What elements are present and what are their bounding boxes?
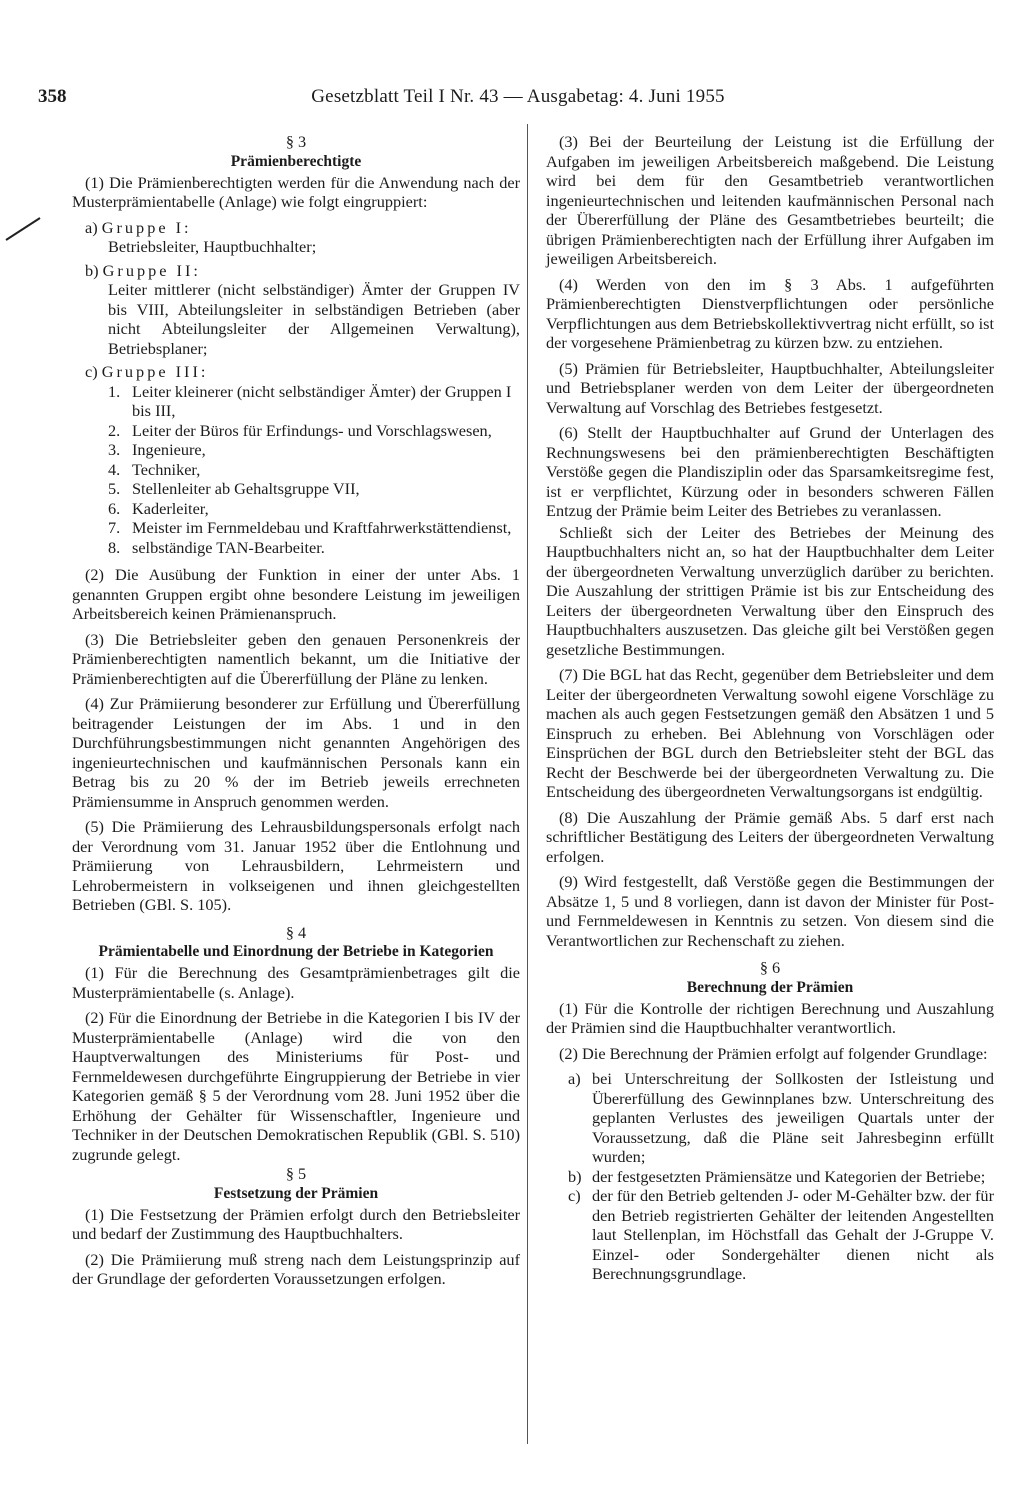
list-item: a) bei Unterschreitung der Sollkosten der Istleistung und Übererfüllung des Gewinnplanes bzw. Unterschreitung des geplanten Verlustes des jeweiligen Quartals unter der Voraussetzung, daß die Pläne seit Jahresbeginn erfüllt wurden; (568, 1069, 994, 1166)
margin-pen-mark (4, 212, 48, 242)
section-6-title: Berechnung der Prämien (686, 978, 854, 996)
s3-paragraph-1: (1) Die Prämienberechtigten werden für die Anwendung nach der Musterprämientabelle (Anlage) wie folgt eingruppiert: (72, 172, 520, 211)
column-divider (527, 124, 528, 1444)
list-item: 8. selbständige TAN-Bearbeiter. (108, 537, 325, 557)
section-5-title: Festsetzung der Prämien (213, 1184, 379, 1202)
list-item: 6. Kaderleiter, (108, 498, 209, 518)
s5-paragraph-4: (4) Werden von den im § 3 Abs. 1 aufgeführten Prämienberechtigten Dienstverpflichtungen oder persönliche Verpflichtungen aus dem Betriebskollektivvertrag nicht erfüllt, so ist der vorgesehene Prämienbetrag zu kürzen bzw. zu entziehen. (546, 274, 994, 352)
s4-paragraph-1: (1) Für die Berechnung des Gesamtprämienbetrages gilt die Musterprämientabelle (s. Anlage). (72, 963, 520, 1002)
group-c-label: c) (85, 362, 98, 381)
s6-paragraph-2: (2) Die Berechnung der Prämien erfolgt auf folgender Grundlage: (559, 1043, 988, 1063)
section-3-number: § 3 (285, 132, 307, 151)
group-a-label: a) (85, 217, 98, 237)
group-b-label: b) (85, 260, 99, 280)
list-item: 2. Leiter der Büros für Erfindungs- und Vorschlagswesen, (108, 420, 492, 440)
group-a-name: Gruppe I: (101, 217, 192, 237)
right-column (546, 132, 994, 1286)
section-5-number: § 5 (285, 1164, 307, 1183)
s3-paragraph-2: (2) Die Ausübung der Funktion in einer der unter Abs. 1 genannten Gruppen ergibt ohne besondere Leistung im jeweiligen Arbeitsbereich keinen Prämienanspruch. (72, 565, 520, 623)
section-4-number: § 4 (285, 922, 307, 942)
section-4-title: Prämientabelle und Einordnung der Betriebe in Kategorien (98, 943, 494, 960)
group-c (72, 362, 520, 557)
list-item: b) der festgesetzten Prämiensätze und Kategorien der Betriebe; (568, 1166, 986, 1186)
s5-paragraph-3: (3) Bei der Beurteilung der Leistung ist die Erfüllung der Aufgaben im jeweiligen Arbeitsbereich maßgebend. Die Leistung wird bei dem für den Gesamtbetrieb verantwortlichen ingenieurtechnischen und leitenden kaufmännischen Personal nach der Übererfüllung der Pläne des Gesamtbetriebes beurteilt; die übrigen Prämienberechtigten nach der Erfüllung ihrer Aufgaben im jeweiligen Arbeitsbereich. (546, 132, 994, 268)
list-item: 4. Techniker, (108, 459, 201, 479)
s5-paragraph-2: (2) Die Prämiierung muß streng nach dem Leistungsprinzip auf der Grundlage der geforderten Voraussetzungen erfolgen. (72, 1249, 520, 1288)
s3-paragraph-4: (4) Zur Prämiierung besonderer zur Erfüllung und Übererfüllung beitragender Leistungen der im Abs. 1 und in den Durchführungsbestimmungen nicht genannten Angehörigen des ingenieurtechnischen und kaufmännischen Personals kann ein Betrag bis zu 20 % der im Betrieb jeweils errechneten Prämiensumme in Anspruch genommen werden. (72, 694, 520, 811)
left-column (72, 132, 520, 1295)
s5-paragraph-8: (8) Die Auszahlung der Prämie gemäß Abs. 5 darf erst nach schriftlicher Bestätigung des Leiters der übergeordneten Verwaltung erfolgen. (546, 807, 994, 866)
page-header (38, 86, 998, 116)
s6-letter-list (546, 1069, 994, 1284)
group-c-list (72, 382, 520, 558)
section-6-number: § 6 (759, 958, 781, 977)
list-item: 1. Leiter kleinerer (nicht selbständiger Ämter) der Gruppen I bis III, (108, 381, 512, 420)
group-b (72, 261, 520, 359)
s4-paragraph-2: (2) Für die Einordnung der Betriebe in die Kategorien I bis IV der Musterprämientabelle (Anlage) wird die von den Hauptverwaltungen des Ministeriums für Post- und Fernmeldewesen durchgeführte Eingruppierung der Betriebe in vier Kategorien gemäß § 5 der Verordnung vom 28. Juni 1952 über die Erhöhung der Gehälter für Wissenschaftler, Ingenieure und Techniker in der Deutschen Demokratischen Republik (GBl. S. 510) zugrunde gelegt. (72, 1008, 520, 1164)
list-item: 3. Ingenieure, (108, 440, 206, 459)
list-item: c) der für den Betrieb geltenden J- oder M-Gehälter bzw. der für den Betrieb registrierten Gehälter der leitenden Angestellten laut Stellenplan, im Höchstfall das Gehalt der J-Gruppe V. Einzel- oder Sondergehälter dienen nicht als Berechnungsgrundlage. (568, 1186, 994, 1283)
s5-paragraph-9: (9) Wird festgestellt, daß Verstöße gegen die Bestimmungen der Absätze 1, 5 und 8 vorliegen, dann ist davon der Minister für Post- und Fernmeldewesen in Kenntnis zu setzen. Von diesem sind die Verantwortlichen zur Rechenschaft zu ziehen. (546, 872, 994, 950)
s5-paragraph-7: (7) Die BGL hat das Recht, gegenüber dem Betriebsleiter und dem Leiter der übergeordneten Verwaltung sowohl eigene Vorschläge zu machen als auch gegen Festsetzungen gemäß den Absätzen 1 und 5 Einspruch zu erheben. Bei Ablehnung von Vorschlägen oder Einsprüchen der BGL durch den Betriebsleiter steht der BGL das Recht der Beschwerde bei der übergeordneten Verwaltung zu. Die Entscheidung des übergeordneten Verwaltungsorgans ist endgültig. (546, 665, 994, 801)
section-3-title: Prämienberechtigte (230, 152, 362, 170)
s5-paragraph-6: (6) Stellt der Hauptbuchhalter auf Grund der Unterlagen des Rechnungswesens bei den prämienberechtigten Beschäftigten Verstöße gegen die Plandisziplin oder das Sparsamkeitsregime fest, ist er verpflichtet, Kürzung oder in besonders schweren Fällen Entzug der Prämie beim Leiter des Betriebes zu veranlassen. (546, 423, 994, 520)
group-a-text: Betriebsleiter, Hauptbuchhalter; (108, 237, 317, 256)
list-item: 5. Stellenleiter ab Gehaltsgruppe VII, (108, 479, 360, 498)
s3-paragraph-3: (3) Die Betriebsleiter geben den genauen Personenkreis der Prämienberechtigten namentlich bekannt, um die Initiative der Prämienberechtigten auf die Übererfüllung der Pläne zu lenken. (72, 629, 520, 688)
group-b-text: Leiter mittlerer (nicht selbständiger) Ämter der Gruppen IV bis VIII, Abteilungsleiter in selbständigen Betrieben (aber nicht Abteilungsleiter der Allgemeinen Verwaltung), Betriebsplaner; (108, 280, 520, 358)
s3-paragraph-5: (5) Die Prämiierung des Lehrausbildungspersonals erfolgt nach der Verordnung vom 31. Januar 1952 über die Entlohnung und Prämiierung von Lehrausbildern, Lehrmeistern und Lehrobermeistern in volkseigenen und ihnen gleichgestellten Betrieben (GBl. S. 105). (72, 817, 520, 914)
s5-paragraph-6b: Schließt sich der Leiter des Betriebes der Meinung des Hauptbuchhalters nicht an, so hat der Hauptbuchhalter dem Leiter der übergeordneten Verwaltung unverzüglich darüber zu berichten. Die Auszahlung der strittigen Prämie ist bis zur Entscheidung des Leiters der übergeordneten Verwaltung über den Einspruch des Hauptbuchhalters auszusetzen. Das gleiche gilt bei Verstößen gegen gesetzliche Bestimmungen. (546, 522, 994, 659)
page-number: 358 (38, 86, 67, 107)
s5-paragraph-5: (5) Prämien für Betriebsleiter, Hauptbuchhalter, Abteilungsleiter und Betriebsplaner werden von dem Leiter der übergeordneten Verwaltung auf Vorschlag des Betriebes festgesetzt. (546, 358, 994, 417)
list-item: 7. Meister im Fernmeldebau und Kraftfahrwerkstättendienst, (108, 518, 512, 537)
group-c-name: Gruppe III: (101, 362, 209, 381)
group-b-name: Gruppe II: (102, 260, 201, 280)
s5-paragraph-1: (1) Die Festsetzung der Prämien erfolgt durch den Betriebsleiter und bedarf der Zustimmung des Hauptbuchhalters. (72, 1204, 520, 1243)
group-a (72, 218, 520, 257)
s6-paragraph-1: (1) Für die Kontrolle der richtigen Berechnung und Auszahlung der Prämien sind die Hauptbuchhalter verantwortlich. (546, 998, 994, 1037)
header-title: Gesetzblatt Teil I Nr. 43 — Ausgabetag: 4. Juni 1955 (311, 86, 725, 107)
